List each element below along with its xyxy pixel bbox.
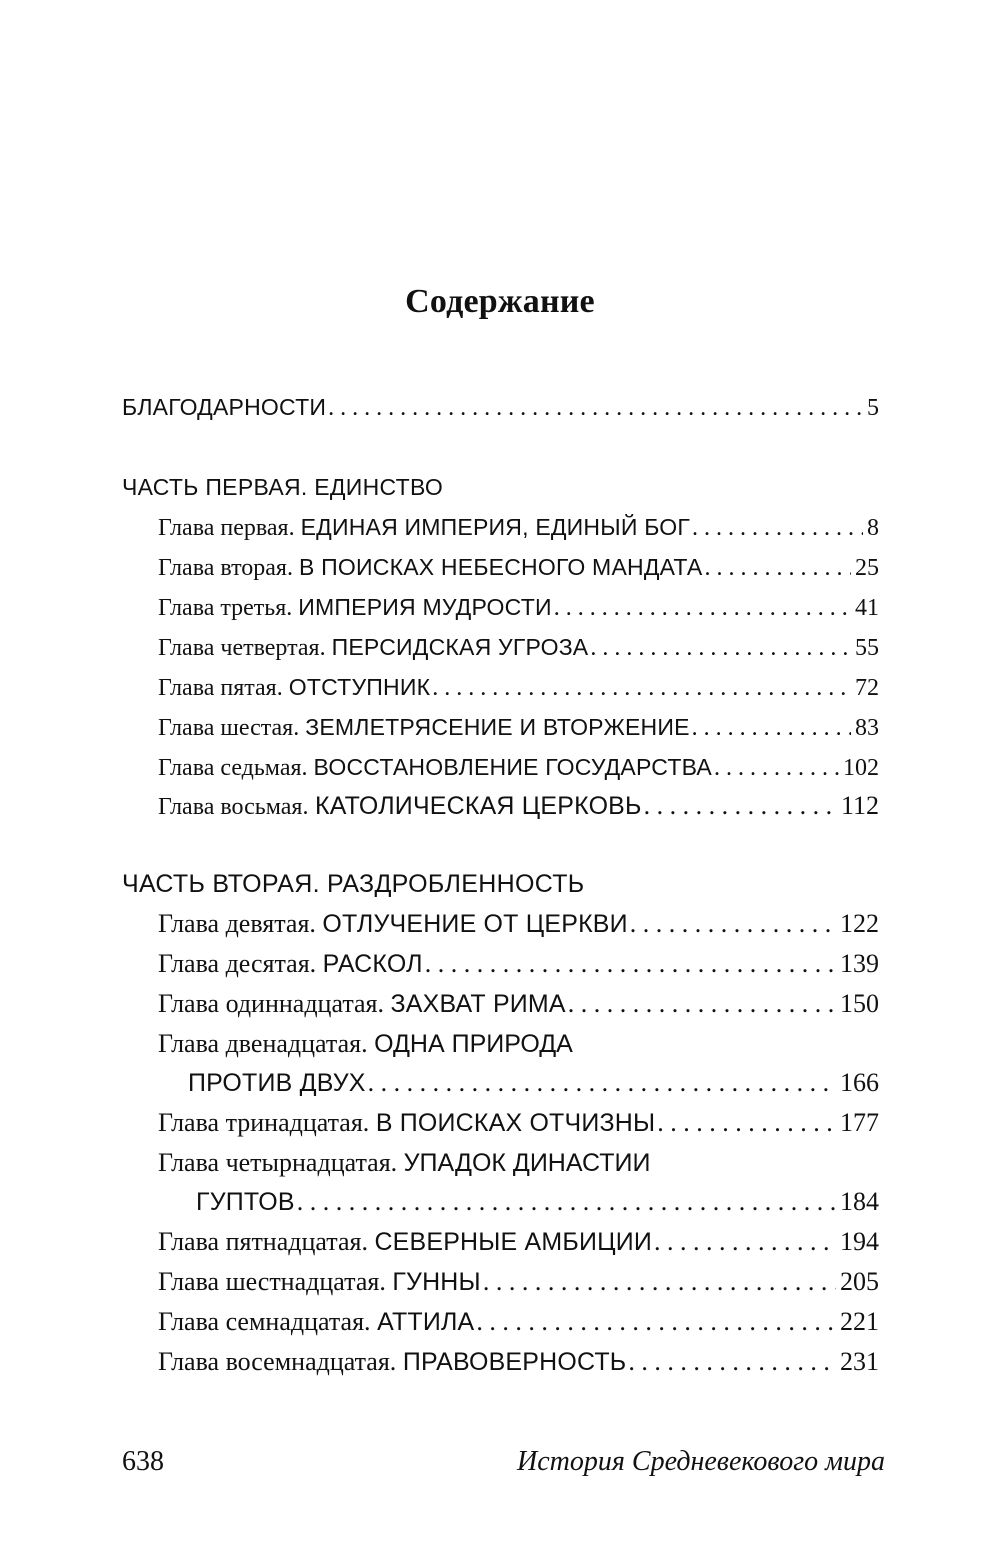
- toc-entry-chapter-2[interactable]: [158, 550, 879, 585]
- toc-entry-chapter-7[interactable]: [158, 750, 879, 785]
- chapter-prefix: Глава четырнадцатая.: [158, 1148, 398, 1177]
- chapter-prefix: Глава двенадцатая.: [158, 1029, 368, 1058]
- toc-entry-chapter-14-line1[interactable]: [158, 1146, 650, 1180]
- chapter-title: ОТЛУЧЕНИЕ ОТ ЦЕРКВИ: [322, 910, 628, 938]
- toc-entry-chapter-12-line2[interactable]: [188, 1066, 879, 1100]
- part-heading: ЧАСТЬ ВТОРАЯ. РАЗДРОБЛЕННОСТЬ: [122, 870, 585, 898]
- running-title: История Средневекового мира: [517, 1446, 885, 1477]
- chapter-title: АТТИЛА: [377, 1308, 475, 1336]
- chapter-page: 231: [840, 1347, 879, 1376]
- toc-entry-chapter-6[interactable]: [158, 710, 879, 745]
- chapter-title: ПРАВОВЕРНОСТЬ: [402, 1348, 627, 1376]
- chapter-title: ПЕРСИДСКАЯ УГРОЗА: [331, 634, 589, 660]
- chapter-page: 25: [855, 555, 879, 581]
- chapter-prefix: Глава четвертая.: [158, 635, 326, 661]
- leader-dots: [432, 671, 851, 705]
- chapter-title: ЗАХВАТ РИМА: [390, 990, 566, 1018]
- leader-dots: [590, 631, 851, 665]
- chapter-prefix: Глава тринадцатая.: [158, 1108, 370, 1137]
- toc-entry-chapter-16[interactable]: [158, 1265, 879, 1299]
- leader-dots: [328, 391, 863, 425]
- chapter-prefix: Глава одиннадцатая.: [158, 989, 385, 1018]
- toc-entry-chapter-13[interactable]: [158, 1106, 879, 1140]
- chapter-title: ВОССТАНОВЛЕНИЕ ГОСУДАРСТВА: [313, 754, 712, 780]
- toc-entry-chapter-5[interactable]: [158, 670, 879, 705]
- page-number: 638: [122, 1446, 164, 1477]
- chapter-title-cont: ГУПТОВ: [196, 1188, 295, 1216]
- chapter-prefix: Глава семнадцатая.: [158, 1307, 371, 1336]
- chapter-title: ЕДИНАЯ ИМПЕРИЯ, ЕДИНЫЙ БОГ: [300, 514, 691, 540]
- leader-dots: [692, 711, 851, 745]
- toc-entry-chapter-3[interactable]: [158, 590, 879, 625]
- leader-dots: [483, 1265, 836, 1299]
- leader-dots: [568, 987, 836, 1021]
- leader-dots: [657, 1106, 836, 1140]
- leader-dots: [297, 1185, 836, 1219]
- chapter-title: РАСКОЛ: [322, 950, 423, 978]
- chapter-title: ОДНА ПРИРОДА: [374, 1030, 573, 1058]
- leader-dots: [368, 1066, 836, 1100]
- chapter-prefix: Глава седьмая.: [158, 755, 308, 781]
- toc-entry-chapter-11[interactable]: [158, 987, 879, 1021]
- toc-entry-acknowledgements[interactable]: [122, 390, 879, 425]
- chapter-title: КАТОЛИЧЕСКАЯ ЦЕРКОВЬ: [314, 792, 642, 820]
- leader-dots: [476, 1305, 836, 1339]
- chapter-page: 112: [840, 791, 879, 820]
- part-heading: ЧАСТЬ ПЕРВАЯ. ЕДИНСТВО: [122, 474, 444, 500]
- leader-dots: [654, 1225, 836, 1259]
- chapter-page: 8: [867, 515, 879, 541]
- chapter-page: 166: [840, 1068, 879, 1097]
- chapter-page: 184: [840, 1187, 879, 1216]
- chapter-prefix: Глава девятая.: [158, 909, 316, 938]
- chapter-page: 205: [840, 1267, 879, 1296]
- toc-entry-chapter-14-line2[interactable]: [196, 1185, 879, 1219]
- chapter-page: 41: [855, 595, 879, 621]
- toc-entry-chapter-4[interactable]: [158, 630, 879, 665]
- leader-dots: [692, 511, 863, 545]
- toc-entry-page: 5: [867, 395, 879, 421]
- chapter-page: 194: [840, 1227, 879, 1256]
- leader-dots: [425, 947, 836, 981]
- chapter-title-cont: ПРОТИВ ДВУХ: [188, 1069, 366, 1097]
- chapter-prefix: Глава восьмая.: [158, 794, 309, 820]
- toc-entry-chapter-8[interactable]: [158, 789, 879, 824]
- chapter-title: ИМПЕРИЯ МУДРОСТИ: [298, 594, 552, 620]
- chapter-prefix: Глава десятая.: [158, 949, 317, 978]
- chapter-prefix: Глава пятнадцатая.: [158, 1227, 368, 1256]
- chapter-title: ЗЕМЛЕТРЯСЕНИЕ И ВТОРЖЕНИЕ: [305, 714, 690, 740]
- chapter-prefix: Глава восемнадцатая.: [158, 1347, 397, 1376]
- chapter-page: 83: [855, 715, 879, 741]
- chapter-prefix: Глава пятая.: [158, 675, 283, 701]
- toc-entry-chapter-1[interactable]: [158, 510, 879, 545]
- leader-dots: [714, 751, 839, 785]
- chapter-page: 102: [843, 755, 879, 781]
- chapter-prefix: Глава шестнадцатая.: [158, 1267, 386, 1296]
- leader-dots: [554, 591, 851, 625]
- toc-entry-chapter-12-line1[interactable]: [158, 1027, 573, 1061]
- leader-dots: [704, 551, 851, 585]
- leader-dots: [644, 789, 837, 823]
- chapter-prefix: Глава первая.: [158, 515, 295, 541]
- chapter-page: 72: [855, 675, 879, 701]
- chapter-page: 221: [840, 1307, 879, 1336]
- leader-dots: [630, 907, 836, 941]
- chapter-title: ГУННЫ: [392, 1268, 481, 1296]
- toc-entry-chapter-18[interactable]: [158, 1345, 879, 1379]
- toc-entry-chapter-15[interactable]: [158, 1225, 879, 1259]
- chapter-title: В ПОИСКАХ НЕБЕСНОГО МАНДАТА: [298, 554, 703, 580]
- chapter-prefix: Глава шестая.: [158, 715, 300, 741]
- chapter-page: 55: [855, 635, 879, 661]
- chapter-prefix: Глава вторая.: [158, 555, 293, 581]
- chapter-prefix: Глава третья.: [158, 595, 293, 621]
- toc-entry-chapter-9[interactable]: [158, 907, 879, 941]
- page-title: Содержание: [405, 283, 595, 320]
- leader-dots: [628, 1345, 836, 1379]
- toc-entry-chapter-10[interactable]: [158, 947, 879, 981]
- chapter-page: 122: [840, 909, 879, 938]
- toc-entry-label: БЛАГОДАРНОСТИ: [122, 394, 327, 420]
- toc-entry-chapter-17[interactable]: [158, 1305, 879, 1339]
- chapter-title: ОТСТУПНИК: [288, 674, 431, 700]
- chapter-page: 139: [840, 949, 879, 978]
- chapter-title: УПАДОК ДИНАСТИИ: [403, 1149, 651, 1177]
- chapter-page: 177: [840, 1108, 879, 1137]
- chapter-title: В ПОИСКАХ ОТЧИЗНЫ: [375, 1109, 656, 1137]
- chapter-title: СЕВЕРНЫЕ АМБИЦИИ: [374, 1228, 653, 1256]
- chapter-page: 150: [840, 989, 879, 1018]
